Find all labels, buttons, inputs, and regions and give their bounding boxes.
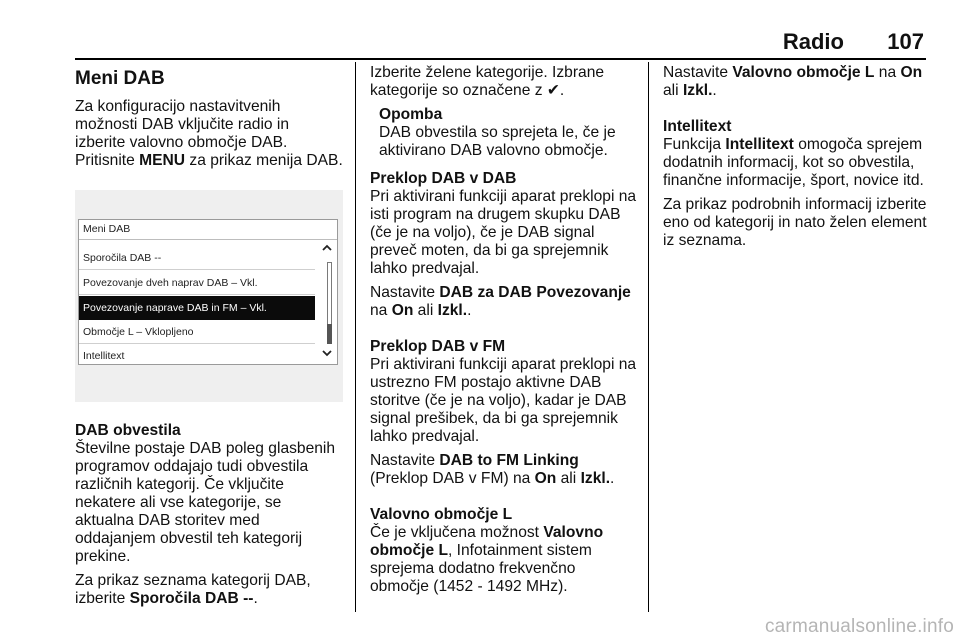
watermark-url: carmanualsonline.info [764,616,954,637]
off-label: Izkl. [580,470,611,487]
spacer [370,326,638,338]
menu-key-label: MENU [139,152,186,169]
on-label: On [391,302,414,319]
chevron-down-icon[interactable] [321,347,333,359]
on-label: On [900,64,923,81]
dab-dab-setting [370,284,638,320]
dab-fm-key-label: DAB to FM Linking [439,452,579,469]
l-band-key-label: Valovno območje L [370,524,604,559]
dab-menu-screenshot [75,190,343,402]
dab-dab-key-label: DAB za DAB Povezovanje [439,284,631,301]
detail-info-text: Za prikaz podrobnih informacij izberite eno od kategorij in nato želen element iz seznama. [663,196,927,249]
column-divider-2 [648,62,649,612]
heading-l-band: Valovno območje L [370,506,513,523]
dab-menu-screen [78,219,338,365]
or-text: ali [413,302,438,319]
dab-fm-text: Pri aktivirani funkciji aparat preklopi na ustrezno FM postajo aktivne DAB storitve (če je na voljo), kadar je DAB signal prešibek, da bi ga sprejemnik lahko predvajal. [370,356,637,445]
l-band-setting [663,64,931,100]
to-text: na [874,64,901,81]
or-text: ali [556,470,581,487]
intro-text-b: za prikaz menija DAB. [185,152,343,169]
dab-dab-text: Pri aktivirani funkciji aparat preklopi na isti program na drugem skupku DAB (če je na voljo), če je DAB signal preveč moten, da bi ga sprejemnik lahko predvajal. [370,188,637,277]
note-text: DAB obvestila so sprejeta le, če je aktivirano DAB valovno območje. [379,124,616,159]
header-rule [75,58,926,60]
to-text: na [370,302,392,319]
screen-item-l-band[interactable]: Območje L – Vklopljeno [79,320,315,344]
heading-dab-fm-linking: Preklop DAB v FM [370,338,506,355]
l-band-key-label: Valovno območje L [732,64,875,81]
column-divider-1 [355,62,356,612]
spacer [370,494,638,506]
list-text-a: Za prikaz seznama kategorij DAB, izberite [75,572,311,607]
chevron-up-icon[interactable] [321,242,333,254]
heading-dab-menu: Meni DAB [75,68,165,89]
list-text-b: . [253,590,258,607]
screen-item-announcements[interactable]: Sporočila DAB -- [79,246,315,270]
intellitext-text [663,136,931,190]
column-1 [75,64,343,614]
note-title: Opomba [379,106,443,123]
heading-dab-announcements: DAB obvestila [75,422,181,439]
period: . [712,82,717,99]
dab-announcements-text: Številne postaje DAB poleg glasbenih programov oddajajo tudi obvestila različnih kategorij. Če vključite nekatere ali vse kategorije, se aktualna DAB storitev med oddajanjem obvestil teh kategorij prekine. [75,440,336,565]
intro-text-a: Za konfiguracijo nastavitvenih možnosti DAB vključite radio in izberite valovno območje DAB. Pritisnite [75,98,290,169]
l-band-text-a: Če je vključena možnost [370,524,544,541]
period: . [467,302,472,319]
spacer [75,402,343,422]
screen-item-dab-dab-linking[interactable]: Povezovanje dveh naprav DAB – Vkl. [79,271,315,295]
column-2 [370,64,638,602]
intro-paragraph [75,98,343,170]
on-label: On [534,470,557,487]
note-box [370,106,638,160]
l-band-text [370,524,638,596]
intellitext-key-label: Intellitext [725,136,794,153]
set-text: Nastavite [663,64,733,81]
announcements-key-label: Sporočila DAB -- [129,590,254,607]
page-number: 107 [887,29,924,54]
page-section-title: Radio [782,29,844,54]
dab-fm-setting [370,452,638,488]
column-3 [663,64,931,256]
intellitext-text-a: Funkcija [663,136,726,153]
spacer [663,106,931,118]
screen-title: Meni DAB [79,220,337,240]
intellitext-text-b: omogoča sprejem dodatnih informacij, kot so obvestila, finančne informacije, šport, novice itd. [663,136,924,189]
period: . [610,470,615,487]
to-text: (Preklop DAB v FM) na [370,470,535,487]
scrollbar-thumb[interactable] [327,324,332,344]
set-text: Nastavite [370,284,440,301]
screen-item-dab-fm-linking[interactable]: Povezovanje naprave DAB in FM – Vkl. [79,296,315,320]
off-label: Izkl. [682,82,713,99]
set-text: Nastavite [370,452,440,469]
or-text: ali [663,82,683,99]
off-label: Izkl. [437,302,468,319]
screen-item-intellitext[interactable]: Intellitext [83,350,125,362]
category-list-paragraph [75,572,343,608]
heading-intellitext: Intellitext [663,118,732,135]
select-categories-text: Izberite želene kategorije. Izbrane kategorije so označene z ✔. [370,64,605,99]
l-band-text-b: , Infotainment sistem sprejema dodatno frekvenčno območje (1452 - 1492 MHz). [370,542,592,595]
heading-dab-dab-linking: Preklop DAB v DAB [370,170,517,187]
